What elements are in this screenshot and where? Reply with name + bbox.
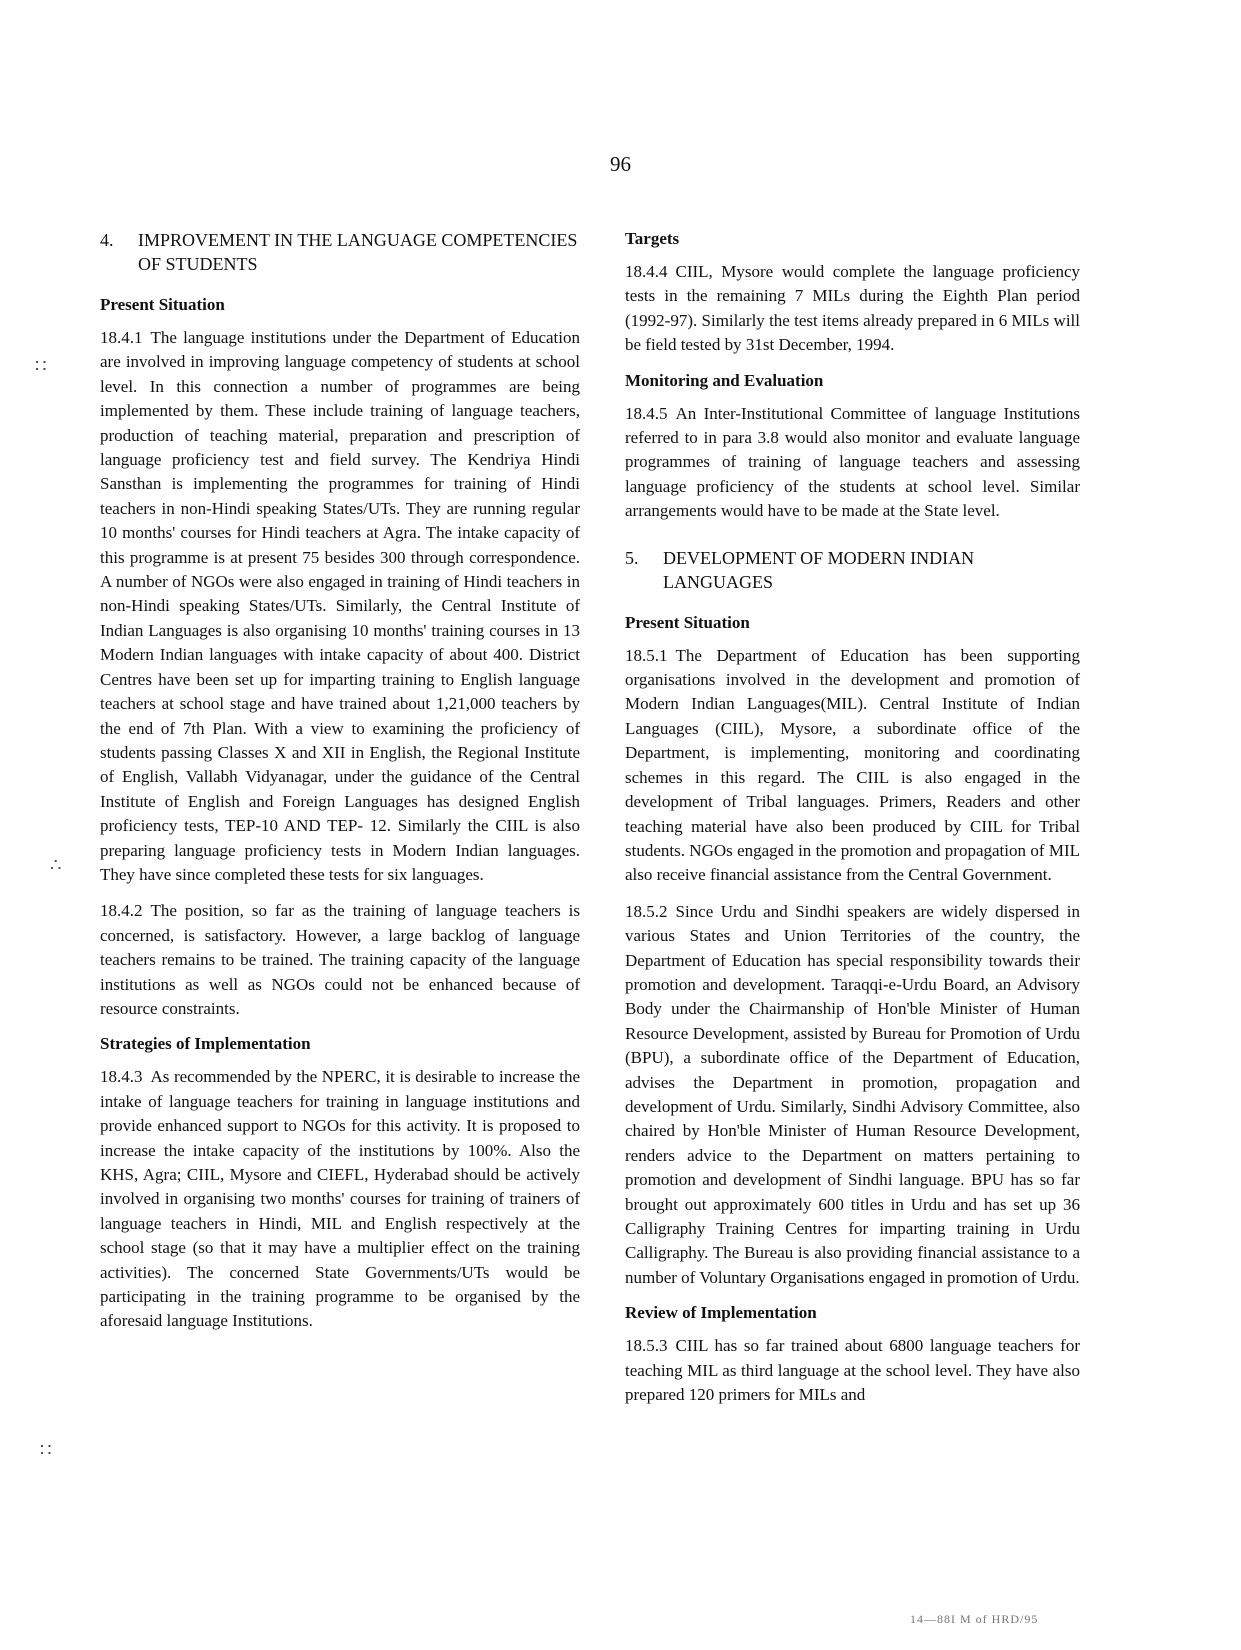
section-5-heading xyxy=(625,546,1080,594)
review-heading: Review of Implementation xyxy=(625,1303,817,1323)
paragraph-text: CIIL has so far trained about 6800 language teachers for teaching MIL as third language at the school level. They have also prepared 120 primers for MILs and xyxy=(625,1336,1080,1405)
paragraph-18-4-5 xyxy=(625,402,1080,524)
paragraph-text: Since Urdu and Sindhi speakers are widely dispersed in various States and Union Territories of the country, the Department of Education has special responsibility towards their promotion and development. Taraqqi-e-Urdu Board, an Advisory Body under the Chairmanship of Hon'ble Minister of Human Resource Development, assisted by Bureau for Promotion of Urdu (BPU), a subordinate office of the Department of Education, advises the Department in promotion, propagation and development of Urdu. Similarly, Sindhi Advisory Committee, also chaired by Hon'ble Minister of Human Resource Development, renders advice to the Department on matters pertaining to promotion and development of Sindhi language. BPU has so far brought out approximately 600 titles in Urdu and has set up 36 Calligraphy Training Centres for imparting training in Urdu Calligraphy. The Bureau is also providing financial assistance to a number of Voluntary Organisations engaged in promotion of Urdu. xyxy=(625,901,1080,1287)
monitoring-heading: Monitoring and Evaluation xyxy=(625,370,824,390)
paragraph-id: 18.4.5 xyxy=(625,403,668,423)
paragraph-id: 18.4.2 xyxy=(100,901,143,921)
section-title: IMPROVEMENT IN THE LANGUAGE COMPETENCIES OF STUDENTS xyxy=(138,230,578,274)
page-number: 96 xyxy=(610,152,631,176)
right-column xyxy=(625,228,1080,1407)
section-number: 4. xyxy=(100,230,114,250)
footer-text: 14—88I M of HRD/95 xyxy=(910,1612,1039,1626)
section-number: 5. xyxy=(625,547,639,568)
paragraph-id: 18.4.4 xyxy=(625,262,668,281)
paragraph-text: CIIL, Mysore would complete the language proficiency tests in the remaining 7 MILs during the Eighth Plan period (1992-97). Similarly the test items already prepared in 6 MILs will be field tested by 31st December, 1994. xyxy=(625,262,1080,355)
paragraph-18-4-2 xyxy=(100,899,580,1021)
paragraph-18-5-1 xyxy=(625,644,1080,888)
paragraph-18-4-4 xyxy=(625,260,1080,358)
paragraph-id: 18.5.2 xyxy=(625,901,668,921)
paragraph-text: As recommended by the NPERC, it is desirable to increase the intake of language teachers for training in language institutions and provide enhanced support to NGOs for this activity. It is proposed to increase the intake capacity of the institutions by 100%. Also the KHS, Agra; CIIL, Mysore and CIEFL, Hyderabad should be actively involved in organising two months' courses for training of trainers of language teachers in Hindi, MIL and English respectively at the school stage (so that it may have a multiplier effect on the training activities). The concerned State Governments/UTs would be participating in the training programme to be organised by the aforesaid language Institutions. xyxy=(100,1067,580,1331)
paragraph-18-4-1 xyxy=(100,326,580,887)
paragraph-18-5-3 xyxy=(625,1334,1080,1407)
strategies-heading: Strategies of Implementation xyxy=(100,1034,311,1054)
targets-heading: Targets xyxy=(625,229,680,248)
paragraph-id: 18.4.1 xyxy=(100,328,143,347)
paragraph-18-5-2 xyxy=(625,900,1080,1291)
margin-mark: ∴ xyxy=(50,855,62,875)
paragraph-text: An Inter-Institutional Committee of language Institutions referred to in para 3.8 would also monitor and evaluate language programmes of training of language teachers and assessing language proficiency of the students at school level. Similar arrangements would have to be made at the State level. xyxy=(625,403,1080,521)
paragraph-text: The language institutions under the Department of Education are involved in improving language competency of students at school level. In this connection a number of programmes are being implemented by them. These include training of language teachers, production of teaching material, preparation and prescription of language proficiency test and field survey. The Kendriya Hindi Sansthan is implementing the programmes for training of Hindi teachers in non-Hindi speaking States/UTs. They are running regular 10 months' courses for Hindi teachers at Agra. The intake capacity of this programme is at present 75 besides 300 through correspondence. A number of NGOs were also engaged in training of Hindi teachers in non-Hindi speaking States/UTs. Similarly, the Central Institute of Indian Languages is also organising 10 months' training courses in 13 Modern Indian languages with intake capacity of about 400. District Centres have been set up for imparting training to English language teachers at school stage and have trained about 1,21,000 teachers by the end of 7th Plan. With a view to examining the proficiency of students passing Classes X and XII in English, the Regional Institute of English, Vallabh Vidyanagar, under the guidance of the Central Institute of English and Foreign Languages has designed English proficiency tests, TEP-10 AND TEP- 12. Similarly the CIIL is also preparing language proficiency tests in Modern Indian languages. They have since completed these tests for six languages. xyxy=(100,328,580,884)
present-situation-heading: Present Situation xyxy=(100,295,225,314)
left-column xyxy=(100,228,580,1346)
paragraph-18-4-3 xyxy=(100,1065,580,1333)
paragraph-id: 18.5.1 xyxy=(625,645,668,665)
paragraph-text: The position, so far as the training of language teachers is concerned, is satisfactory. However, a large backlog of language teachers remains to be trained. The training capacity of the language institutions as well as NGOs could not be enhanced because of resource constraints. xyxy=(100,901,580,1018)
margin-mark: ∷ xyxy=(40,1440,52,1460)
section-title: DEVELOPMENT OF MODERN INDIAN LANGUAGES xyxy=(663,547,975,592)
margin-mark: ∷ xyxy=(35,356,47,376)
section-4-heading xyxy=(100,228,580,276)
paragraph-id: 18.4.3 xyxy=(100,1067,143,1087)
paragraph-text: The Department of Education has been supporting organisations involved in the development and promotion of Modern Indian Languages(MIL). Central Institute of Indian Languages (CIIL), Mysore, a subordinate office of the Department, is implementing, monitoring and coordinating schemes in this regard. The CIIL is also engaged in the development of Tribal languages. Primers, Readers and other teaching material have also been produced by CIIL for Tribal students. NGOs engaged in the promotion and propagation of MIL also receive financial assistance from the Central Government. xyxy=(625,645,1080,885)
paragraph-id: 18.5.3 xyxy=(625,1336,668,1356)
present-situation-heading: Present Situation xyxy=(625,612,750,632)
